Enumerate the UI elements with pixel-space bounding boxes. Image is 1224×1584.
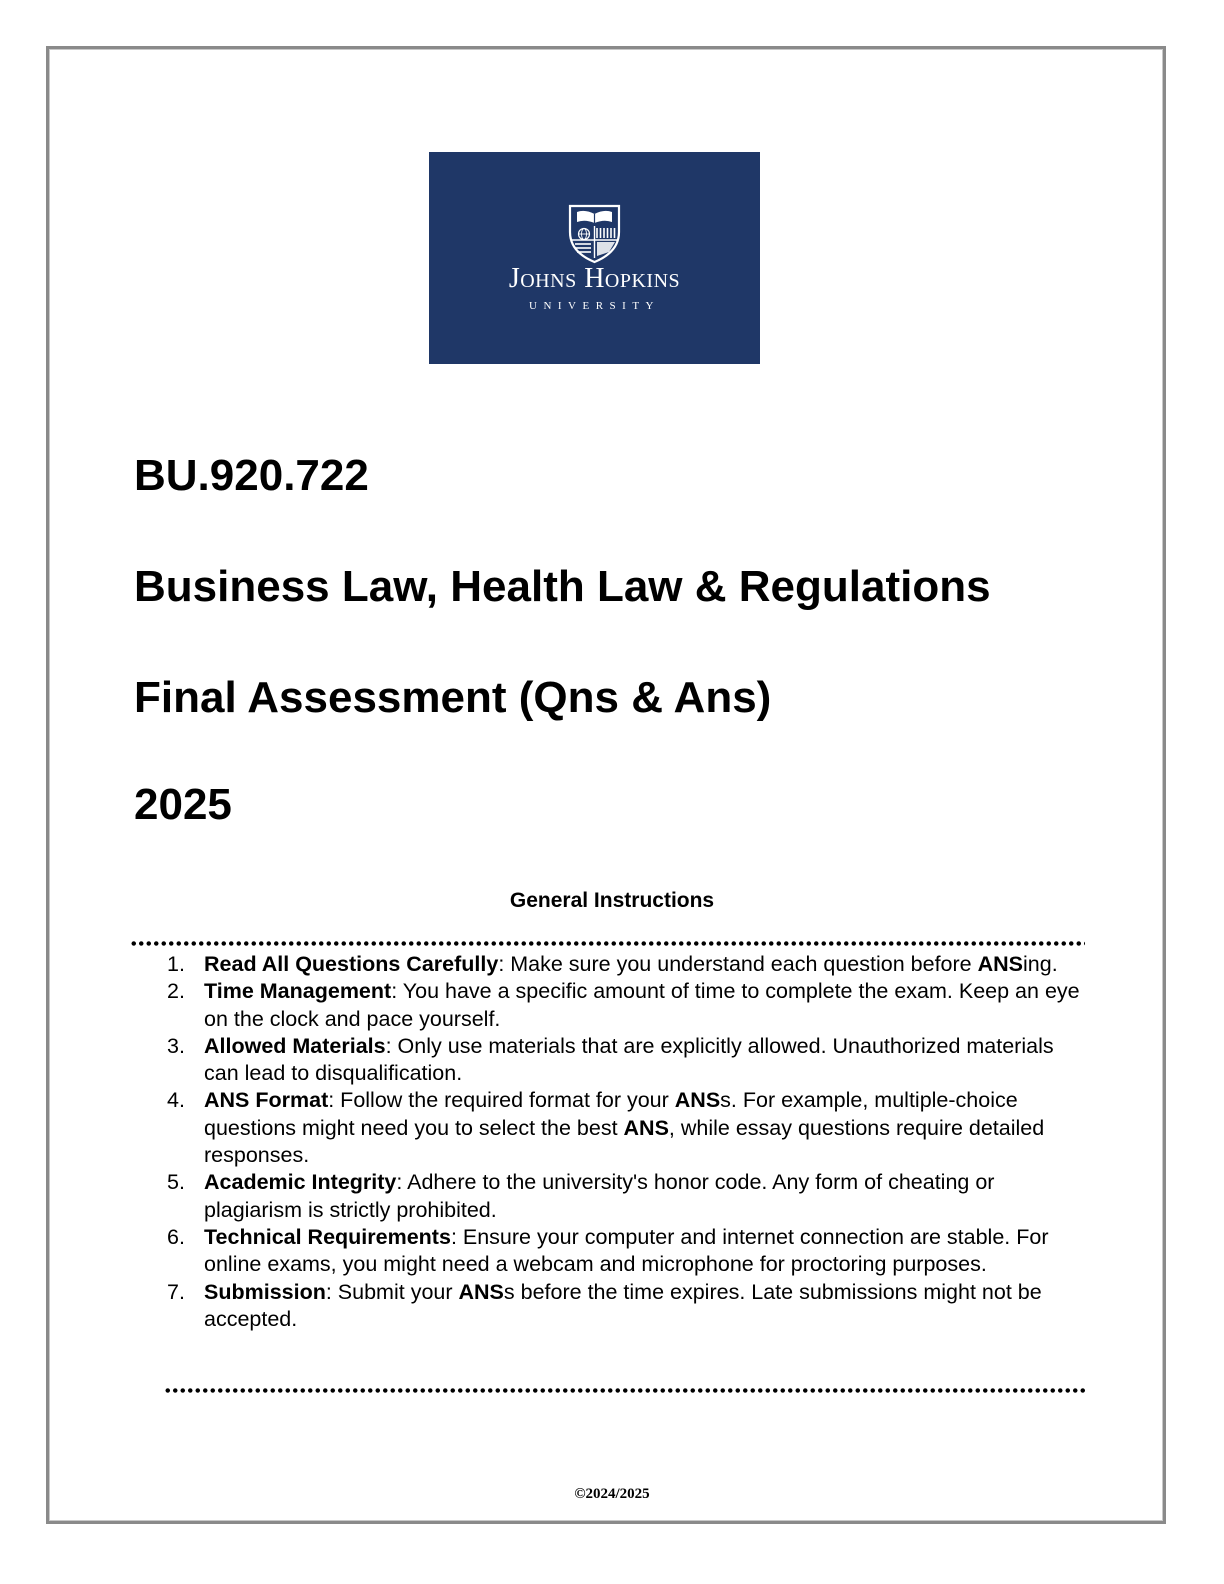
- logo-subword: UNIVERSITY: [529, 300, 660, 312]
- instruction-emphasis: Time Management: [204, 979, 392, 1004]
- instruction-number: 3.: [167, 1033, 185, 1058]
- instruction-number: 5.: [167, 1170, 185, 1195]
- instruction-item: [167, 1224, 1094, 1279]
- instruction-emphasis: ANS: [674, 1088, 721, 1113]
- instruction-text: : Follow the required format for your: [328, 1088, 675, 1113]
- instruction-emphasis: Academic Integrity: [204, 1170, 397, 1195]
- instruction-text: : Submit your: [325, 1279, 459, 1304]
- logo-wordmark: Johns Hopkins: [508, 263, 681, 294]
- copyright-footer: ©2024/2025: [574, 1486, 650, 1502]
- course-title: Business Law, Health Law & Regulations: [134, 562, 991, 611]
- instruction-text: : Adhere to the university's honor code. Any form of cheating or plagiarism is strictly prohibited.: [204, 1170, 995, 1222]
- instruction-item: [167, 1033, 1094, 1088]
- year: 2025: [134, 780, 232, 829]
- shield-icon: [429, 152, 760, 364]
- instruction-text: : Only use materials that are explicitly allowed. Unauthorized materials can lead to disqualification.: [204, 1033, 1054, 1086]
- course-code: BU.920.722: [134, 451, 369, 500]
- instruction-text: : Ensure your computer and internet connection are stable. For online exams, you might need a webcam and microphone for proctoring purposes.: [204, 1224, 1049, 1277]
- instruction-text: s before the time expires. Late submissions might not be accepted.: [204, 1279, 1042, 1331]
- instruction-number: 4.: [167, 1088, 185, 1113]
- dotted-divider-bottom: [164, 1388, 1085, 1393]
- instruction-number: 7.: [167, 1279, 185, 1304]
- instruction-item: [167, 1087, 1094, 1169]
- instruction-emphasis: ANS: [623, 1115, 669, 1140]
- instruction-text: : Make sure you understand each question before: [498, 952, 978, 976]
- instruction-item: [167, 1169, 1094, 1224]
- university-logo: [429, 152, 760, 364]
- instruction-item: [167, 978, 1094, 1033]
- instruction-number: 1.: [167, 952, 185, 976]
- instruction-number: 6.: [167, 1224, 185, 1249]
- dotted-divider-top: [130, 941, 1085, 946]
- instruction-emphasis: ANS Format: [204, 1088, 329, 1113]
- instructions-list: [167, 951, 1094, 1333]
- instruction-emphasis: ANS: [977, 952, 1023, 976]
- instruction-emphasis: ANS: [458, 1279, 504, 1304]
- instruction-emphasis: Technical Requirements: [204, 1224, 451, 1249]
- instruction-number: 2.: [167, 979, 185, 1004]
- instructions-title: General Instructions: [509, 889, 715, 912]
- instruction-text: ing.: [1023, 952, 1058, 976]
- instruction-text: : You have a specific amount of time to complete the exam. Keep an eye on the clock and pace yourself.: [204, 979, 1080, 1031]
- instruction-emphasis: Read All Questions Carefully: [204, 952, 499, 976]
- instruction-text: , while essay questions require detailed responses.: [204, 1115, 1045, 1168]
- instruction-emphasis: Submission: [204, 1279, 326, 1304]
- instruction-item: [167, 1279, 1094, 1334]
- assessment-title: Final Assessment (Qns & Ans): [134, 673, 772, 722]
- instruction-emphasis: Allowed Materials: [204, 1033, 386, 1058]
- instruction-item: [167, 951, 1094, 978]
- instruction-text: s. For example, multiple-choice questions might need you to select the best: [204, 1088, 1018, 1140]
